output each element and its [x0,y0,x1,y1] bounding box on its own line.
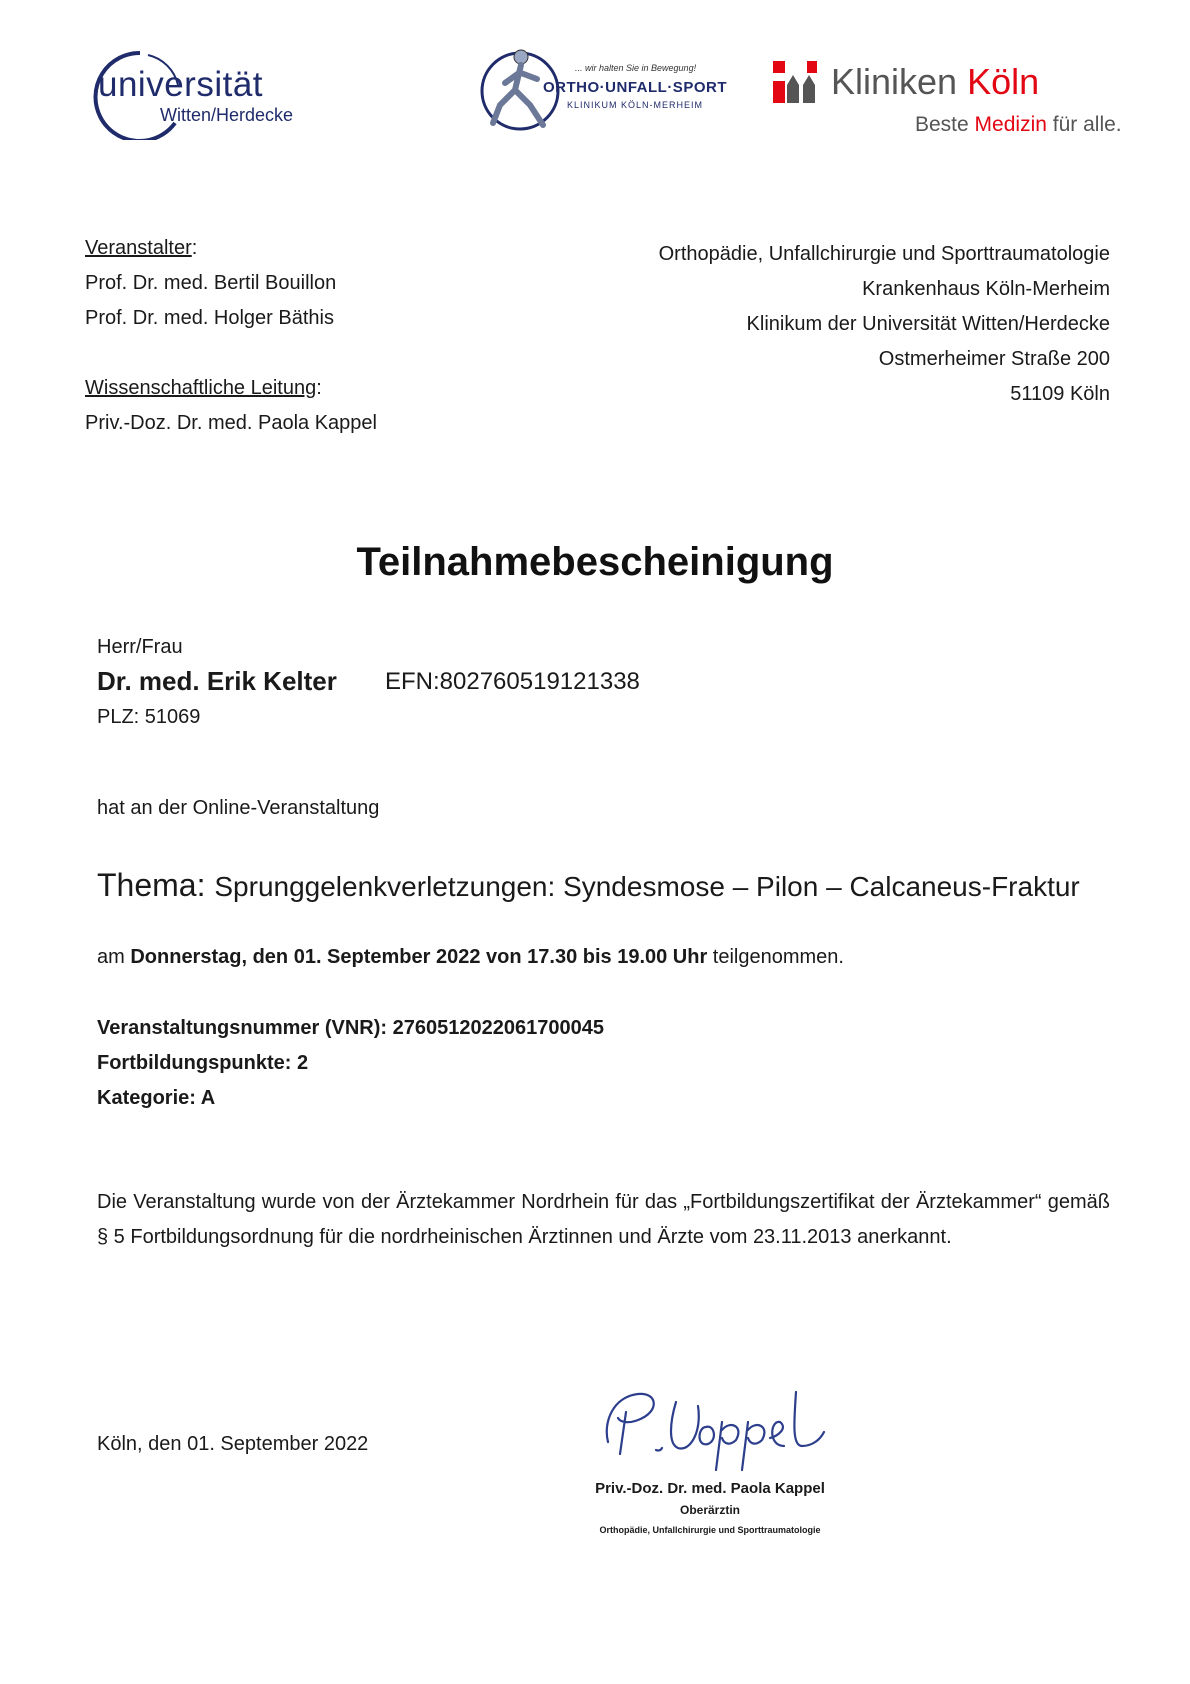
koeln-word: Köln [967,61,1040,102]
event-category: Kategorie: A [97,1087,216,1109]
date-bold: Donnerstag, den 01. September 2022 von 17.30 bis 19.00 Uhr [130,946,708,968]
participant-plz: PLZ: 51069 [97,706,201,728]
event-intro: hat an der Online-Veranstaltung [97,797,380,819]
recognition-paragraph: Die Veranstaltung wurde von der Ärztekammer Nordrhein für das „Fortbildungszertifikat der Ärztekammer“ gemäß § 5 Fortbildungsordnung für die nordrheinischen Ärztinnen und Ärzte vom 23.11.2013 anerkannt. [97,1191,1110,1248]
address-line-5: 51109 Köln [1010,383,1110,405]
event-thema [97,867,1080,904]
ortho-unfall-sport-logo [475,45,725,135]
event-points: Fortbildungspunkte: 2 [97,1052,309,1074]
cathedral-icon [773,61,823,103]
slogan-part-1: Beste [915,113,975,136]
kliniken-wordmark [831,61,1039,103]
address-line-2: Krankenhaus Köln-Merheim [862,278,1110,300]
date-prefix: am [97,946,131,968]
address-line-4: Ostmerheimer Straße 200 [878,348,1110,370]
organizer-label: Veranstalter [85,237,192,259]
handwritten-signature [598,1372,828,1472]
signatory-department: Orthopädie, Unfallchirurgie und Sporttraumatologie [599,1525,821,1535]
university-subtitle: Witten/Herdecke [160,105,294,125]
scientific-lead-name: Priv.-Doz. Dr. med. Paola Kappel [85,412,377,434]
event-vnr: Veranstaltungsnummer (VNR): 2760512022061700045 [97,1017,604,1039]
university-wordmark: universität [98,65,264,104]
event-date [97,940,844,975]
thema-label: Thema: [97,867,206,903]
thema-text: Sprunggelenkverletzungen: Syndesmose – Pilon – Calcaneus-Fraktur [214,871,1080,902]
ortho-subtitle: KLINIKUM KÖLN-MERHEIM [567,100,704,110]
university-logo [80,45,320,140]
organizer-colon: : [191,237,198,259]
participant-name: Dr. med. Erik Kelter [97,666,337,696]
address-line-1: Orthopädie, Unfallchirurgie und Sporttraumatologie [658,243,1110,265]
scientific-lead-heading [85,371,322,406]
slogan-part-3: für alle. [1046,113,1122,136]
ortho-name: ORTHO·UNFALL·SPORT [543,79,727,96]
kliniken-koeln-logo [773,55,1123,140]
slogan-part-2: Medizin [974,113,1047,136]
organizer-name-2: Prof. Dr. med. Holger Bäthis [85,307,334,329]
date-suffix: teilgenommen. [707,946,844,968]
address-line-3: Klinikum der Universität Witten/Herdecke [746,313,1110,335]
place-date: Köln, den 01. September 2022 [97,1433,369,1455]
participant-efn: EFN:802760519121338 [385,668,640,695]
signatory-role: Oberärztin [679,1503,740,1517]
ortho-tagline: ... wir halten Sie in Bewegung! [575,63,697,73]
organizer-name-1: Prof. Dr. med. Bertil Bouillon [85,272,337,294]
document-title: Teilnahmebescheinigung [356,540,834,584]
salutation: Herr/Frau [97,636,183,658]
scientific-lead-label: Wissenschaftliche Leitung [85,377,317,399]
kliniken-slogan [915,113,1122,137]
signatory-name: Priv.-Doz. Dr. med. Paola Kappel [595,1480,825,1497]
kliniken-word: Kliniken [831,61,968,102]
scientific-lead-colon: : [316,377,322,399]
organizer-heading [85,231,197,266]
